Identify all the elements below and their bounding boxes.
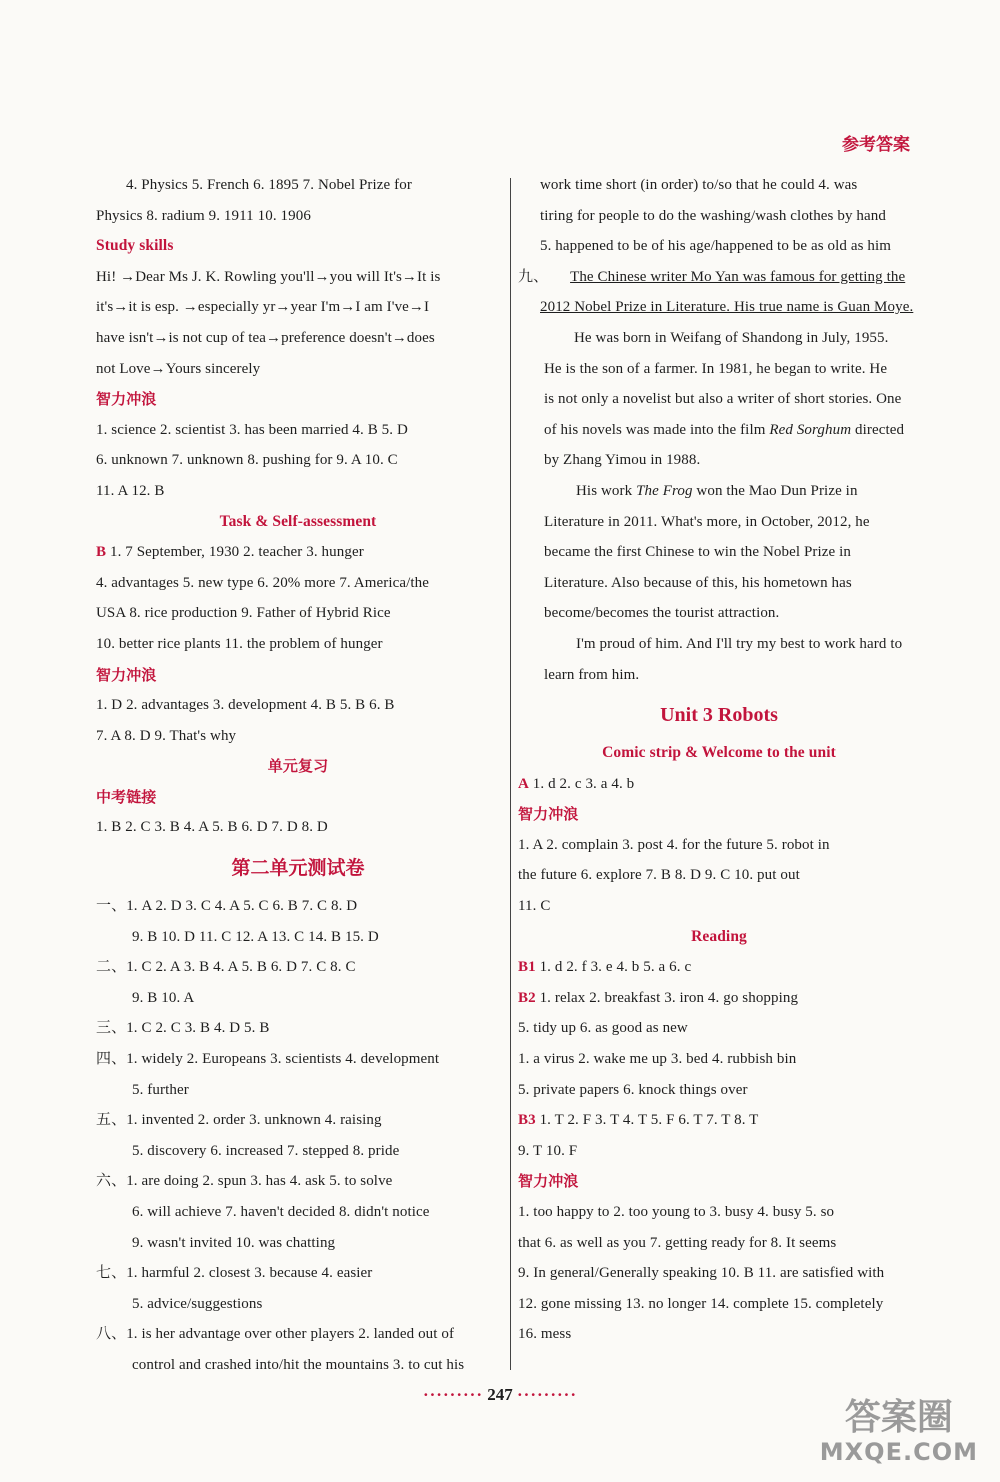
footer-dots-left: ········· <box>422 1385 483 1404</box>
answer-text: 1. relax 2. breakfast 3. iron 4. go shopping <box>539 989 799 1006</box>
answer-line: it's→it is esp. →especially yr→year I'm→I am I've→I <box>96 299 430 316</box>
right-column <box>518 170 920 1350</box>
answer-line: 四、1. widely 2. Europeans 3. scientists 4. development <box>96 1051 440 1068</box>
essay-line: is not only a novelist but also a writer of short stories. One <box>544 391 902 408</box>
essay-line <box>518 476 920 507</box>
answer-line: 16. mess <box>518 1326 572 1343</box>
essay-text: directed <box>851 421 905 438</box>
section-heading-zhongkao: 中考链接 <box>96 787 157 806</box>
essay-text: won the Mao Dun Prize in <box>692 482 858 499</box>
part-marker: B2 <box>518 989 536 1006</box>
part-marker: B3 <box>518 1112 536 1129</box>
answer-line: have isn't→is not cup of tea→preference doesn't→does <box>96 329 435 346</box>
answer-text: 1. d 2. c 3. a 4. b <box>532 775 635 792</box>
essay-text: His work <box>576 482 637 499</box>
answer-line: 9. T 10. F <box>518 1142 578 1159</box>
column-divider <box>510 178 511 1370</box>
underlined-summary: 2012 Nobel Prize in Literature. His true name is Guan Moye. <box>540 299 914 316</box>
answer-line: 七、1. harmful 2. closest 3. because 4. easier <box>96 1265 373 1282</box>
answer-line: 5. discovery 6. increased 7. stepped 8. pride <box>132 1142 400 1159</box>
essay-line: become/becomes the tourist attraction. <box>544 605 780 622</box>
answer-line: 二、1. C 2. A 3. B 4. A 5. B 6. D 7. C 8. C <box>96 959 356 976</box>
answer-line <box>96 537 500 568</box>
answer-line: 11. A 12. B <box>96 482 165 499</box>
essay-line: Literature in 2011. What's more, in October, 2012, he <box>544 513 870 530</box>
underlined-summary: The Chinese writer Mo Yan was famous for getting the <box>570 268 906 285</box>
section-heading-review: 单元复习 <box>267 757 329 776</box>
watermark-logo <box>820 1398 978 1466</box>
unit-title: Unit 3 Robots <box>660 704 778 727</box>
essay-line: by Zhang Yimou in 1988. <box>544 452 701 469</box>
answer-line: tiring for people to do the washing/wash clothes by hand <box>540 207 886 224</box>
answer-line <box>518 292 920 323</box>
answer-line: 三、1. C 2. C 3. B 4. D 5. B <box>96 1020 270 1037</box>
answer-line: 10. better rice plants 11. the problem of hunger <box>96 635 383 652</box>
answer-line: 12. gone missing 13. no longer 14. complete 15. completely <box>518 1295 884 1312</box>
answer-line: 9. wasn't invited 10. was chatting <box>132 1234 336 1251</box>
answer-line: 1. D 2. advantages 3. development 4. B 5. B 6. B <box>96 697 395 714</box>
answer-line: USA 8. rice production 9. Father of Hybrid Rice <box>96 605 391 622</box>
answer-line: Hi! →Dear Ms J. K. Rowling you'll→you will It's→It is <box>96 268 441 285</box>
answer-line: not Love→Yours sincerely <box>96 360 261 377</box>
essay-line: He was born in Weifang of Shandong in July, 1955. <box>574 329 889 346</box>
section-heading-comic: Comic strip & Welcome to the unit <box>602 744 836 762</box>
answer-line <box>518 262 920 293</box>
answer-line: 7. A 8. D 9. That's why <box>96 727 237 744</box>
answer-line: 5. further <box>132 1081 189 1098</box>
answer-line <box>518 952 920 983</box>
answer-text: 1. T 2. F 3. T 4. T 5. F 6. T 7. T 8. T <box>539 1112 759 1129</box>
answer-line: 1. too happy to 2. too young to 3. busy 4. busy 5. so <box>518 1204 835 1220</box>
answer-line: Physics 8. radium 9. 1911 10. 1906 <box>96 207 311 224</box>
part-marker: B1 <box>518 959 536 976</box>
section-heading-zhili: 智力冲浪 <box>96 665 157 684</box>
answer-line: 1. science 2. scientist 3. has been married 4. B 5. D <box>96 421 408 438</box>
part-marker: A <box>518 775 529 792</box>
part-marker: 九、 <box>518 268 549 285</box>
answer-line <box>518 1105 920 1136</box>
page-header-answer-key: 参考答案 <box>842 135 910 155</box>
answer-line: work time short (in order) to/so that he could 4. was <box>540 177 858 193</box>
watermark-text: 答案圈 <box>844 1397 953 1438</box>
answer-line: 1. a virus 2. wake me up 3. bed 4. rubbish bin <box>518 1051 797 1068</box>
section-heading-zhili: 智力冲浪 <box>518 1172 579 1191</box>
essay-line: Literature. Also because of this, his hometown has <box>544 574 852 591</box>
answer-line <box>518 983 920 1014</box>
answer-text: 1. d 2. f 3. e 4. b 5. a 6. c <box>539 959 692 976</box>
essay-text: of his novels was made into the film <box>544 421 770 438</box>
essay-line: learn from him. <box>544 666 640 683</box>
answer-line: 1. B 2. C 3. B 4. A 5. B 6. D 7. D 8. D <box>96 819 328 836</box>
section-heading-zhili: 智力冲浪 <box>96 390 157 409</box>
section-heading-zhili: 智力冲浪 <box>518 805 579 824</box>
answer-line: 5. advice/suggestions <box>132 1295 263 1312</box>
answer-line: 4. Physics 5. French 6. 1895 7. Nobel Prize for <box>126 177 412 193</box>
watermark-url: MXQE.COM <box>819 1438 978 1466</box>
answer-line: 5. tidy up 6. as good as new <box>518 1020 688 1037</box>
answer-line: control and crashed into/hit the mountains 3. to cut his <box>132 1356 465 1373</box>
answer-line: 9. B 10. D 11. C 12. A 13. C 14. B 15. D <box>132 928 379 945</box>
section-heading-study-skills: Study skills <box>96 237 174 255</box>
book-title: The Frog <box>636 482 693 499</box>
answer-line: 五、1. invented 2. order 3. unknown 4. raising <box>96 1112 382 1129</box>
essay-line: He is the son of a farmer. In 1981, he began to write. He <box>544 360 888 377</box>
answer-line <box>518 769 920 800</box>
essay-line: I'm proud of him. And I'll try my best to work hard to <box>576 635 903 652</box>
section-heading-reading: Reading <box>691 927 747 945</box>
answer-line: 6. will achieve 7. haven't decided 8. didn't notice <box>132 1204 430 1220</box>
answer-line: 6. unknown 7. unknown 8. pushing for 9. A 10. C <box>96 452 398 469</box>
answer-line: 9. B 10. A <box>132 989 195 1006</box>
answer-line: that 6. as well as you 7. getting ready for 8. It seems <box>518 1234 837 1251</box>
answer-text: 1. 7 September, 1930 2. teacher 3. hunger <box>109 544 364 561</box>
answer-line: 11. C <box>518 898 551 915</box>
answer-line: 5. happened to be of his age/happened to be as old as him <box>540 238 892 255</box>
answer-line: 4. advantages 5. new type 6. 20% more 7. America/the <box>96 574 430 591</box>
section-heading-task: Task & Self-assessment <box>219 512 377 530</box>
footer-dots-right: ········· <box>517 1385 578 1404</box>
answer-line: the future 6. explore 7. B 8. D 9. C 10. put out <box>518 867 800 884</box>
answer-line: 一、1. A 2. D 3. C 4. A 5. C 6. B 7. C 8. D <box>96 898 358 915</box>
test-title: 第二单元测试卷 <box>231 857 365 880</box>
essay-line <box>518 415 920 446</box>
answer-line: 9. In general/Generally speaking 10. B 11. are satisfied with <box>518 1265 885 1282</box>
part-marker: B <box>96 544 107 561</box>
left-column <box>96 170 500 1381</box>
page-number: 247 <box>487 1385 513 1404</box>
answer-line: 5. private papers 6. knock things over <box>518 1081 748 1098</box>
answer-line: 六、1. are doing 2. spun 3. has 4. ask 5. to solve <box>96 1173 393 1190</box>
answer-line: 1. A 2. complain 3. post 4. for the future 5. robot in <box>518 836 830 853</box>
essay-line: became the first Chinese to win the Nobel Prize in <box>544 544 851 561</box>
film-title: Red Sorghum <box>769 421 852 438</box>
answer-line: 八、1. is her advantage over other players 2. landed out of <box>96 1326 455 1343</box>
